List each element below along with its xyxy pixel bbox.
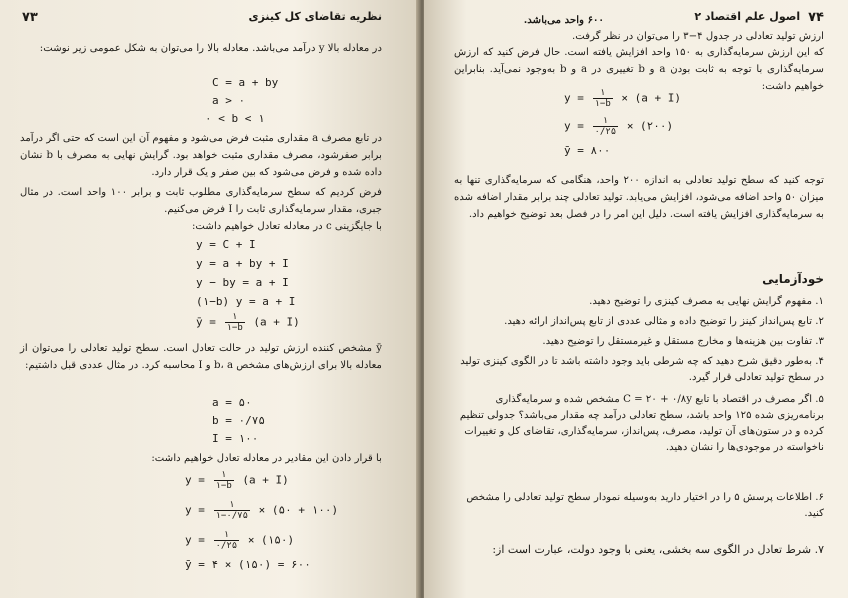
left-page-header [22, 10, 382, 25]
left-para-mpc: در تابع مصرف a مقداری مثبت فرض می‌شود و مفهوم آن این است که حتی اگر درآمد برابر صفرشود، مصرف مقداری مثبت خواهد بود. گرایش نهایی به مصرف با b نشان داده شده و فرض می‌شود که بین صفر و یک قرار دارد. [20, 133, 383, 178]
question-2: ۲. تابع پس‌انداز کینز را توضیح داده و مثالی عددی از تابع پس‌انداز ارائه دهید. [504, 316, 824, 327]
eq-final-rhs: (a + I) [253, 315, 300, 329]
left-para-equilibrium: ȳ مشخص کننده ارزش تولید در حالت تعادل است. سطح تولید تعادلی را می‌توان از معادله بالا برای ارزش‌های مشخص b، a و I محاسبه کرد. در مثال عددی قبل داشتیم: [20, 343, 382, 371]
val-i: I = ۱۰۰ [212, 432, 259, 445]
left-page [0, 0, 420, 598]
right-eq-3: ȳ = ۸۰۰ [564, 144, 611, 157]
right-top-line: ۶۰۰ واحد می‌باشد. [523, 14, 604, 26]
question-5: ۵. اگر مصرف در اقتصاد با تابع C = ۲۰ + ۰/۸y مشخص شده و سرمایه‌گذاری برنامه‌ریزی شده ۱۲۵ واحد باشد، سطح تعادلی درآمد چه مقدار می‌باشد؟ جدولی تنظیم کرده و در ستون‌های آن تولید، مصرف، پس‌انداز، سرمایه‌گذاری، تقاضای کل و تغییرات ناخواسته در موجودی‌ها را نشان دهید. [459, 394, 824, 453]
left-para-investment: فرض کردیم که سطح سرمایه‌گذاری مطلوب ثابت و برابر ۱۰۰ واحد است. در مثال جبری، مقدار سرمایه‌گذاری ثابت را I فرض می‌کنیم. [20, 187, 382, 215]
eq-consumption: C = a + by [212, 76, 279, 89]
eq-equilibrium [196, 312, 300, 333]
right-eq-2: y = $\frac{۱}{۰/۲۵}$ × (۲۰۰) [564, 116, 674, 137]
eq-step-1: y = C + I [196, 238, 256, 251]
eq-b-range: ۰ < b < ۱ [205, 112, 265, 125]
eq-final-lhs: ȳ = [196, 315, 216, 329]
eq-final-num: ۱ [225, 312, 245, 323]
left-para-substitute: با جایگزینی c در معادله تعادل خواهیم داشت: [191, 221, 382, 232]
right-eq-1: y = $\frac{۱}{۱-b}$ × (a + I) [564, 88, 681, 109]
val-a: a = ۵۰ [212, 396, 252, 409]
right-para-2: که این ارزش سرمایه‌گذاری به ۱۵۰ واحد افزایش یافته است. حال فرض کنید که ارزش سرمایه‌گذاری با توجه به ثابت بودن a و b تغییری در a و b به‌وجود نمی‌آید. بنابراین خواهیم داشت: [454, 47, 825, 92]
val-b: b = ۰/۷۵ [212, 414, 265, 427]
question-7: ۷. شرط تعادل در الگوی سه بخشی، یعنی با وجود دولت، عبارت است از: [492, 543, 824, 556]
eq-step-2: y = a + by + I [196, 257, 289, 270]
question-3: ۳. تفاوت بین هزینه‌ها و مخارج مستقل و غیرمستقل را توضیح دهید. [542, 336, 824, 347]
eq-final-den: ۱−b [226, 323, 243, 333]
right-header-title: اصول علم اقتصاد ۲ [694, 10, 801, 23]
left-page-number: ۷۳ [22, 10, 38, 25]
right-para-3: توجه کنید که سطح تولید تعادلی به اندازه ۲۰۰ واحد، هنگامی که سرمایه‌گذاری تنها به میزان ۵۰ واحد اضافه می‌شود، افزایش می‌یابد. تولید تعادلی چند برابر مقدار اضافه شده به سرمایه‌گذاری افزایش یافته است. دلیل این امر را در فصل بعد توضیح خواهیم داد. [454, 175, 824, 220]
question-4: ۴. به‌طور دقیق شرح دهید که چه شرطی باید وجود داشته باشد تا در الگوی کینزی تولید در سطح تولید تعادلی قرار گیرد. [460, 356, 824, 383]
right-para-1: ارزش تولید تعادلی در جدول ۴−۳ را می‌توان در نظر گرفت. [571, 31, 824, 42]
self-test-heading: خودآزمایی [762, 272, 824, 286]
question-6: ۶. اطلاعات پرسش ۵ را در اختیار دارید به‌وسیله نمودار سطح تولید تعادلی را مشخص کنید. [466, 492, 824, 519]
calc-line-4: ȳ = ۴ × (۱۵۰) = ۶۰۰ [185, 558, 311, 571]
calc-line-2: y = $\frac{۱}{۱-۰/۷۵}$ × (۵۰ + ۱۰۰) [185, 500, 339, 521]
left-intro: در معادله بالا y درآمد می‌باشد. معادله بالا را می‌توان به شکل عمومی زیر نوشت: [39, 43, 382, 54]
left-para-substitute-values: با قرار دادن این مقادیر در معادله تعادل خواهیم داشت: [151, 453, 382, 464]
eq-a-positive: a > ۰ [212, 94, 246, 107]
eq-step-3: y − by = a + I [196, 276, 289, 289]
eq-step-4: (۱−b) y = a + I [196, 295, 296, 308]
eq-final-fraction [225, 312, 245, 333]
right-page [424, 0, 848, 598]
calc-line-3: y = $\frac{۱}{۰/۲۵}$ × (۱۵۰) [185, 530, 295, 551]
question-1: ۱. مفهوم گرایش نهایی به مصرف کینزی را توضیح دهید. [589, 296, 824, 307]
calc-line-1: y = $\frac{۱}{۱-b}$ (a + I) [185, 470, 289, 491]
left-header-title: نظریه تقاضای کل کینزی [248, 10, 382, 23]
right-page-number: ۷۴ [808, 10, 824, 25]
